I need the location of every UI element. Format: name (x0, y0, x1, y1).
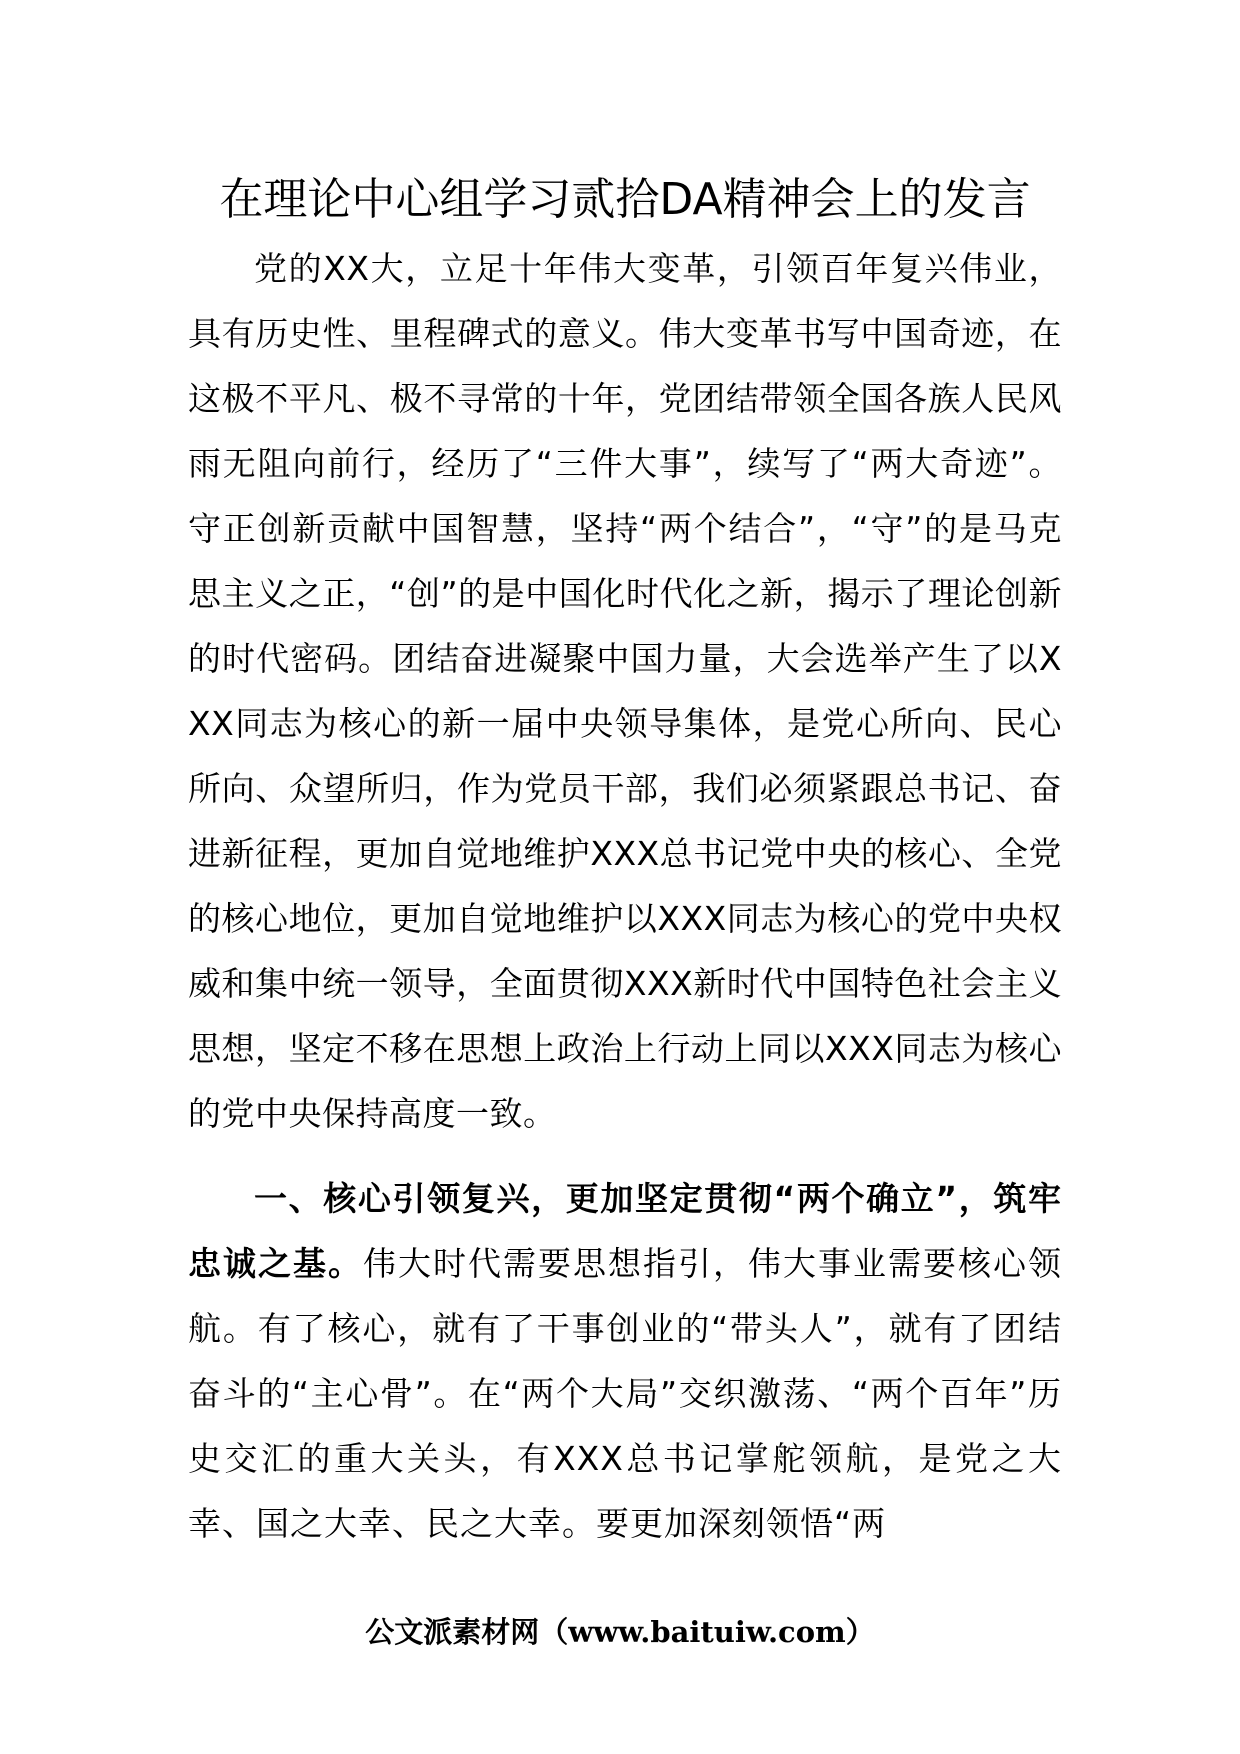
section-1-text: 伟大时代需要思想指引，伟大事业需要核心领航。有了核心，就有了干事创业的“带头人”，就有了团结奋斗的“主心骨”。在“两个大局”交织激荡、“两个百年”历史交汇的重大关头，有XXX总书记掌舵领航，是党之大幸、国之大幸、民之大幸。要更加深刻领悟“两 (188, 1244, 1062, 1543)
document-body (188, 236, 1062, 1556)
section-1-heading: 一、核心引领复兴，更加坚定贯彻“两个确立”，筑牢忠诚之基。 (188, 1179, 1062, 1283)
document-title: 在理论中心组学习贰拾DA精神会上的发言 (219, 174, 1031, 225)
footer-watermark: 公文派素材网（www.baituiw.com） (365, 1615, 875, 1649)
section-1-paragraph (188, 1166, 1062, 1556)
intro-paragraph: 党的XX大，立足十年伟大变革，引领百年复兴伟业，具有历史性、里程碑式的意义。伟大变革书写中国奇迹，在这极不平凡、极不寻常的十年，党团结带领全国各族人民风雨无阻向前行，经历了“三件大事”，续写了“两大奇迹”。守正创新贡献中国智慧，坚持“两个结合”，“守”的是马克思主义之正，“创”的是中国化时代化之新，揭示了理论创新的时代密码。团结奋进凝聚中国力量，大会选举产生了以XXX同志为核心的新一届中央领导集体，是党心所向、民心所向、众望所归，作为党员干部，我们必须紧跟总书记、奋进新征程，更加自觉地维护XXX总书记党中央的核心、全党的核心地位，更加自觉地维护以XXX同志为核心的党中央权威和集中统一领导，全面贯彻XXX新时代中国特色社会主义思想，坚定不移在思想上政治上行动上同以XXX同志为核心的党中央保持高度一致。 (188, 249, 1062, 1133)
